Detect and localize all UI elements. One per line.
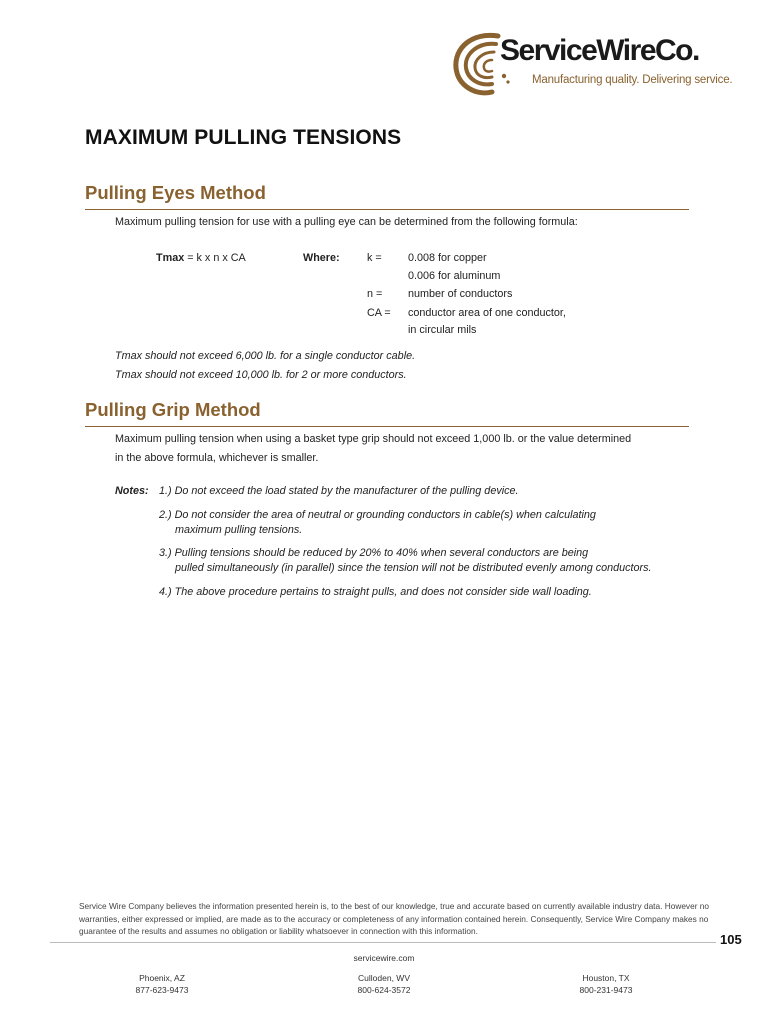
office-culloden — [304, 972, 464, 996]
note-item: 3.) Pulling tensions should be reduced by 20% to 40% when several conductors are being — [159, 547, 589, 559]
note-item: 2.) Do not consider the area of neutral or grounding conductors in cable(s) when calculating — [159, 509, 596, 521]
section-divider — [85, 209, 689, 210]
office-phone: 877-623-9473 — [135, 985, 189, 995]
office-houston — [526, 972, 686, 996]
definition-symbol: k = — [367, 252, 382, 264]
office-city: Houston, TX — [582, 973, 630, 983]
company-logo — [452, 30, 733, 100]
website-link[interactable]: servicewire.com — [353, 953, 415, 963]
notes-label: Notes: — [115, 485, 149, 497]
page-title: MAXIMUM PULLING TENSIONS — [85, 126, 402, 149]
disclaimer: Service Wire Company believes the information presented herein is, to the best of our knowledge, true and accurate based on currently available industry data. However no warranties, either expressed or implied, are made as to the accuracy or completeness of any information contained herein. Consequently, Service Wire Company makes no guarantee of the results and assumes no obligation or liability whatsoever in connection with this information. — [79, 901, 709, 936]
formula — [156, 249, 246, 267]
section-divider — [85, 426, 689, 427]
definition-text: conductor area of one conductor, — [408, 307, 566, 319]
page-number: 105 — [720, 932, 742, 947]
pulling-grip-text: Maximum pulling tension when using a basket type grip should not exceed 1,000 lb. or the value determined — [115, 433, 632, 445]
formula-label: Tmax — [156, 252, 185, 264]
office-phoenix — [82, 972, 242, 996]
office-phone: 800-624-3572 — [357, 985, 411, 995]
office-city: Phoenix, AZ — [139, 973, 185, 983]
pulling-eyes-intro: Maximum pulling tension for use with a pulling eye can be determined from the following formula: — [115, 216, 578, 228]
company-tagline: Manufacturing quality. Delivering service. — [532, 74, 733, 86]
limit-note: Tmax should not exceed 6,000 lb. for a single conductor cable. — [115, 350, 416, 362]
formula-expression: = k x n x CA — [184, 252, 246, 264]
office-phone: 800-231-9473 — [579, 985, 633, 995]
definition-text: in circular mils — [408, 324, 477, 336]
section-heading-pulling-grip: Pulling Grip Method — [85, 399, 261, 420]
pulling-grip-text: in the above formula, whichever is smaller. — [115, 452, 319, 464]
definition-text: number of conductors — [408, 288, 513, 300]
limit-note: Tmax should not exceed 10,000 lb. for 2 or more conductors. — [115, 369, 407, 381]
note-item: 1.) Do not exceed the load stated by the manufacturer of the pulling device. — [159, 485, 519, 497]
definition-text: 0.008 for copper — [408, 252, 487, 264]
company-name: ServiceWireCo. — [500, 34, 699, 67]
footer-divider — [50, 942, 716, 943]
where-label: Where: — [303, 252, 340, 264]
section-heading-pulling-eyes: Pulling Eyes Method — [85, 182, 266, 203]
definition-symbol: CA = — [367, 307, 391, 319]
note-item: 4.) The above procedure pertains to straight pulls, and does not consider side wall loading. — [159, 586, 592, 598]
definition-text: 0.006 for aluminum — [408, 270, 501, 282]
definition-symbol: n = — [367, 288, 383, 300]
office-city: Culloden, WV — [358, 973, 410, 983]
note-item-continued: maximum pulling tensions. — [175, 524, 303, 536]
note-item-continued: pulled simultaneously (in parallel) since the tension will not be distributed evenly among conductors. — [175, 562, 652, 574]
